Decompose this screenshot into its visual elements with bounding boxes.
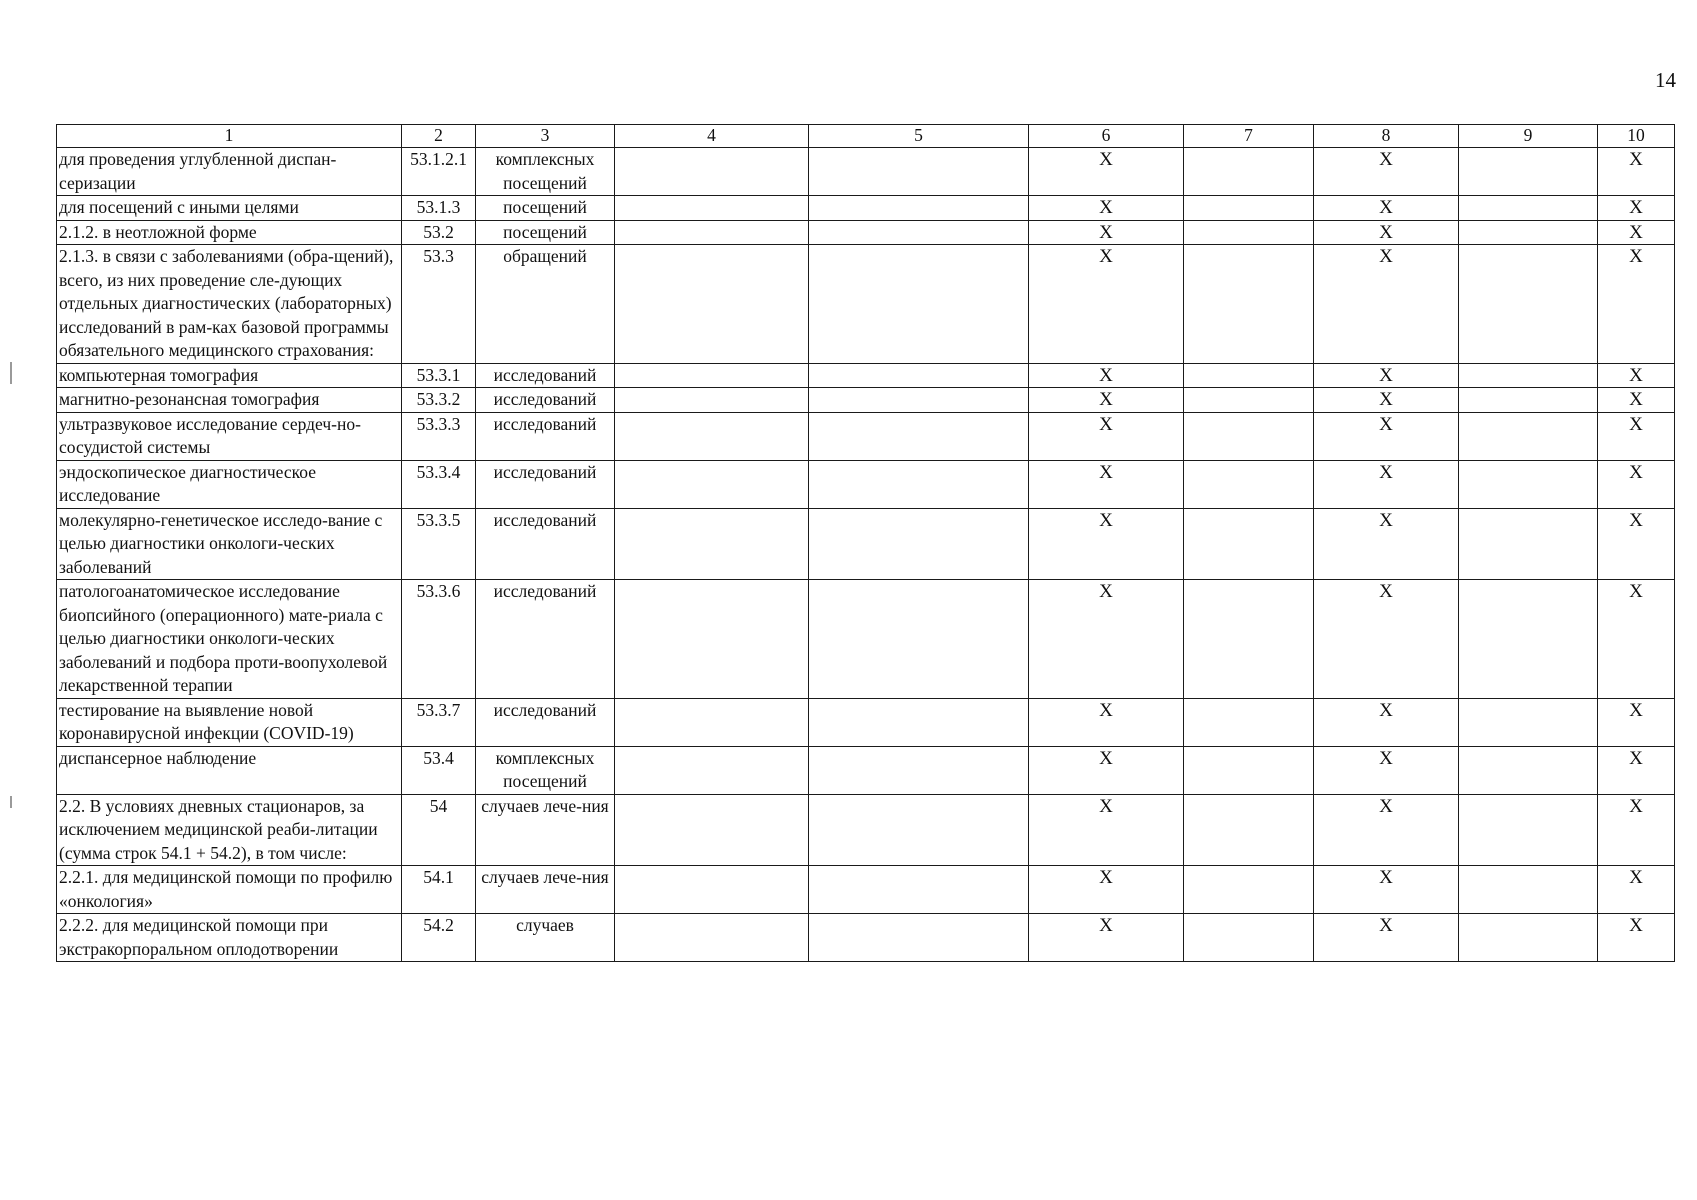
table-row [57,460,1675,508]
cell-col-8: X [1314,363,1459,388]
row-name: 2.1.2. в неотложной форме [57,220,402,245]
cell-col-4 [615,746,809,794]
cell-col-8: X [1314,914,1459,962]
cell-col-5 [809,698,1029,746]
cell-col-5 [809,245,1029,364]
cell-col-8: X [1314,196,1459,221]
row-code: 54.2 [402,914,476,962]
cell-col-5 [809,794,1029,866]
cell-col-5 [809,508,1029,580]
cell-col-9 [1459,363,1598,388]
cell-col-9 [1459,698,1598,746]
cell-col-8: X [1314,220,1459,245]
cell-col-7 [1184,580,1314,699]
cell-col-9 [1459,412,1598,460]
cell-col-7 [1184,363,1314,388]
cell-col-6: X [1029,460,1184,508]
row-code: 53.3.1 [402,363,476,388]
cell-col-10: X [1598,460,1675,508]
cell-col-4 [615,148,809,196]
cell-col-6: X [1029,914,1184,962]
row-unit: случаев лече-ния [476,794,615,866]
row-name: для проведения углубленной диспан-серизации [57,148,402,196]
column-number: 2 [402,125,476,148]
column-number: 10 [1598,125,1675,148]
row-code: 54 [402,794,476,866]
cell-col-10: X [1598,363,1675,388]
row-name: для посещений с иными целями [57,196,402,221]
cell-col-6: X [1029,388,1184,413]
cell-col-6: X [1029,698,1184,746]
row-code: 53.4 [402,746,476,794]
cell-col-7 [1184,148,1314,196]
row-name: компьютерная томография [57,363,402,388]
row-code: 53.1.2.1 [402,148,476,196]
cell-col-9 [1459,245,1598,364]
row-unit: исследований [476,698,615,746]
cell-col-6: X [1029,412,1184,460]
row-name: тестирование на выявление новой коронавирусной инфекции (COVID-19) [57,698,402,746]
cell-col-9 [1459,580,1598,699]
table-body [57,125,1675,962]
cell-col-4 [615,698,809,746]
cell-col-9 [1459,460,1598,508]
cell-col-10: X [1598,580,1675,699]
row-name: 2.2.2. для медицинской помощи при экстракорпоральном оплодотворении [57,914,402,962]
cell-col-4 [615,220,809,245]
cell-col-8: X [1314,866,1459,914]
cell-col-10: X [1598,412,1675,460]
cell-col-5 [809,148,1029,196]
row-unit: исследований [476,388,615,413]
cell-col-6: X [1029,148,1184,196]
cell-col-6: X [1029,746,1184,794]
cell-col-8: X [1314,794,1459,866]
cell-col-9 [1459,220,1598,245]
row-unit: комплексных посещений [476,148,615,196]
column-number-row [57,125,1675,148]
table-row [57,148,1675,196]
row-code: 53.1.3 [402,196,476,221]
cell-col-4 [615,196,809,221]
cell-col-9 [1459,866,1598,914]
cell-col-5 [809,914,1029,962]
cell-col-4 [615,412,809,460]
table-row [57,866,1675,914]
row-unit: исследований [476,460,615,508]
row-unit: исследований [476,580,615,699]
cell-col-7 [1184,412,1314,460]
row-code: 53.3.6 [402,580,476,699]
row-name: 2.1.3. в связи с заболеваниями (обра-щений), всего, из них проведение сле-дующих отдельных диагностических (лабораторных) исследований в рам-ках базовой программы обязательного медицинского страхования: [57,245,402,364]
cell-col-10: X [1598,148,1675,196]
cell-col-9 [1459,388,1598,413]
row-code: 53.3.4 [402,460,476,508]
cell-col-9 [1459,148,1598,196]
cell-col-10: X [1598,508,1675,580]
row-unit: исследований [476,508,615,580]
cell-col-5 [809,412,1029,460]
column-number: 3 [476,125,615,148]
cell-col-10: X [1598,914,1675,962]
cell-col-8: X [1314,245,1459,364]
cell-col-6: X [1029,245,1184,364]
cell-col-8: X [1314,388,1459,413]
cell-col-4 [615,245,809,364]
cell-col-10: X [1598,245,1675,364]
row-code: 53.3.5 [402,508,476,580]
cell-col-5 [809,746,1029,794]
cell-col-10: X [1598,746,1675,794]
cell-col-6: X [1029,196,1184,221]
cell-col-5 [809,196,1029,221]
cell-col-5 [809,388,1029,413]
row-name: диспансерное наблюдение [57,746,402,794]
cell-col-5 [809,580,1029,699]
table-row [57,746,1675,794]
row-code: 53.3.3 [402,412,476,460]
row-unit: случаев лече-ния [476,866,615,914]
cell-col-8: X [1314,508,1459,580]
row-name: ультразвуковое исследование сердеч-но-сосудистой системы [57,412,402,460]
column-number: 5 [809,125,1029,148]
cell-col-5 [809,460,1029,508]
cell-col-9 [1459,914,1598,962]
row-code: 53.3.7 [402,698,476,746]
cell-col-7 [1184,388,1314,413]
table-row [57,914,1675,962]
cell-col-7 [1184,914,1314,962]
table-row [57,698,1675,746]
table-row [57,580,1675,699]
row-name: 2.2. В условиях дневных стационаров, за исключением медицинской реаби-литации (сумма строк 54.1 + 54.2), в том числе: [57,794,402,866]
cell-col-9 [1459,508,1598,580]
row-unit: посещений [476,220,615,245]
cell-col-7 [1184,460,1314,508]
row-code: 53.3.2 [402,388,476,413]
page-number: 14 [1655,68,1676,92]
cell-col-10: X [1598,220,1675,245]
cell-col-10: X [1598,866,1675,914]
row-code: 54.1 [402,866,476,914]
cell-col-9 [1459,794,1598,866]
cell-col-4 [615,914,809,962]
cell-col-6: X [1029,508,1184,580]
cell-col-7 [1184,508,1314,580]
cell-col-7 [1184,245,1314,364]
column-number: 4 [615,125,809,148]
cell-col-4 [615,388,809,413]
cell-col-10: X [1598,388,1675,413]
row-name: молекулярно-генетическое исследо-вание с целью диагностики онкологи-ческих заболеваний [57,508,402,580]
row-unit: комплексных посещений [476,746,615,794]
cell-col-7 [1184,746,1314,794]
data-table [56,124,1675,962]
cell-col-4 [615,580,809,699]
table-row [57,363,1675,388]
margin-mark [10,362,12,384]
cell-col-8: X [1314,412,1459,460]
cell-col-5 [809,866,1029,914]
cell-col-6: X [1029,794,1184,866]
cell-col-4 [615,508,809,580]
cell-col-4 [615,460,809,508]
column-number: 1 [57,125,402,148]
row-unit: случаев [476,914,615,962]
table-row [57,508,1675,580]
cell-col-10: X [1598,698,1675,746]
cell-col-8: X [1314,698,1459,746]
row-name: 2.2.1. для медицинской помощи по профилю «онкология» [57,866,402,914]
cell-col-6: X [1029,580,1184,699]
table-row [57,388,1675,413]
cell-col-10: X [1598,196,1675,221]
cell-col-4 [615,363,809,388]
margin-mark [10,796,12,808]
table-row [57,196,1675,221]
cell-col-6: X [1029,363,1184,388]
row-name: патологоанатомическое исследование биопсийного (операционного) мате-риала с целью диагностики онкологи-ческих заболеваний и подбора проти-воопухолевой лекарственной терапии [57,580,402,699]
cell-col-8: X [1314,580,1459,699]
table-row [57,245,1675,364]
cell-col-8: X [1314,148,1459,196]
cell-col-7 [1184,866,1314,914]
row-code: 53.2 [402,220,476,245]
cell-col-7 [1184,698,1314,746]
cell-col-6: X [1029,220,1184,245]
row-unit: обращений [476,245,615,364]
cell-col-4 [615,794,809,866]
row-unit: посещений [476,196,615,221]
cell-col-7 [1184,196,1314,221]
cell-col-8: X [1314,746,1459,794]
cell-col-5 [809,220,1029,245]
column-number: 7 [1184,125,1314,148]
row-code: 53.3 [402,245,476,364]
cell-col-5 [809,363,1029,388]
cell-col-7 [1184,220,1314,245]
column-number: 6 [1029,125,1184,148]
cell-col-9 [1459,746,1598,794]
table-row [57,412,1675,460]
cell-col-7 [1184,794,1314,866]
column-number: 9 [1459,125,1598,148]
row-unit: исследований [476,363,615,388]
column-number: 8 [1314,125,1459,148]
cell-col-6: X [1029,866,1184,914]
cell-col-4 [615,866,809,914]
row-name: магнитно-резонансная томография [57,388,402,413]
cell-col-10: X [1598,794,1675,866]
row-unit: исследований [476,412,615,460]
row-name: эндоскопическое диагностическое исследование [57,460,402,508]
table-row [57,220,1675,245]
cell-col-8: X [1314,460,1459,508]
cell-col-9 [1459,196,1598,221]
table-row [57,794,1675,866]
